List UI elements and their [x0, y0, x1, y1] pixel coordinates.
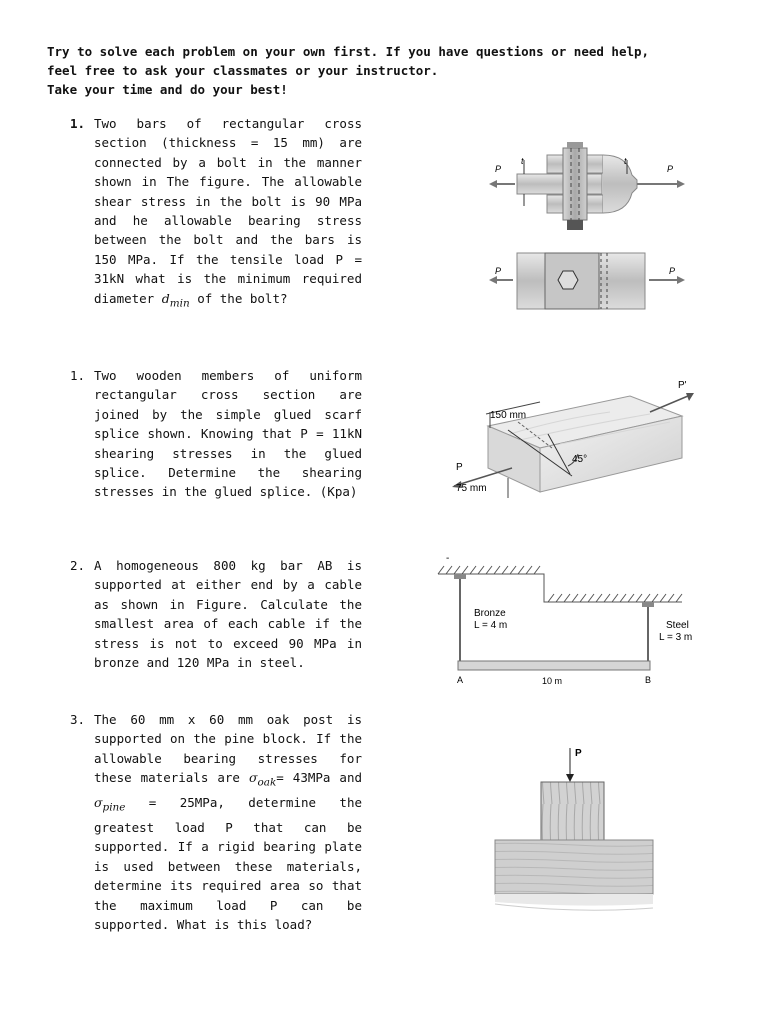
top-load-label-left: P	[495, 266, 502, 276]
scarf-splice-figure	[450, 374, 700, 504]
sigma-pine	[94, 795, 126, 814]
sigma-symbol: σ	[248, 770, 258, 786]
problem-text: Two wooden members of uniform rectangular cross section are joined by the simple glued scarf splice shown. Knowing that P = 11kN shearing stresses in the glued splice. Determine the shearing stresses in the glued splice. (Kpa)	[94, 368, 362, 500]
problem-3	[70, 710, 362, 934]
problem-text	[94, 710, 362, 934]
thickness-label-right: t	[624, 156, 627, 166]
problem-text-a: The 60 mm x 60 mm oak post is supported on the pine block. If the allowable bearing stresses for these materials are	[94, 712, 362, 786]
dim-150: 150 mm	[490, 410, 527, 421]
point-A: A	[457, 675, 464, 685]
problem-number: 1.	[70, 368, 86, 383]
problem-statement: Two bars of rectangular cross section (thickness = 15 mm) are connected by a bolt in the manner shown in The figure. The allowable shear stress in the bolt is 90 MPa and he allowable bearing stress between the bolt and the bars is 150 MPa. If the tensile load P = 31kN what is the minimum required diameter	[94, 116, 362, 306]
load-P-label: P	[575, 748, 582, 759]
steel-label: Steel	[666, 620, 689, 631]
problem-text: A homogeneous 800 kg bar AB is supported at either end by a cable as shown in Figure. Calculate the smallest area of each cable if the stress is not to exceed 90 MPa in bronze and 120 MPa in steel.	[94, 558, 362, 671]
dim-75: 75 mm	[456, 483, 487, 494]
sigma-sub-pine: pine	[102, 801, 126, 814]
span-length: 10 m	[542, 676, 563, 686]
problem-tail: of the bolt?	[189, 290, 288, 306]
problem-number: 3.	[70, 712, 86, 727]
bolted-joint-figure	[487, 140, 687, 330]
bronze-length: L = 4 m	[474, 620, 508, 631]
load-Pprime: P'	[678, 380, 687, 391]
cable-bar-figure	[432, 550, 692, 690]
intro-line-2: feel free to ask your classmates or your instructor.	[47, 63, 439, 78]
side-view	[489, 142, 685, 230]
stray-mark: -	[446, 553, 450, 564]
top-view	[489, 253, 685, 309]
sigma-sub-oak: oak	[257, 776, 277, 789]
math-sub: min	[169, 297, 190, 310]
problem-2	[70, 556, 362, 672]
intro-line-1: Try to solve each problem on your own first. If you have questions or need help,	[47, 44, 650, 59]
sigma-symbol: σ	[94, 795, 103, 811]
problem-text	[94, 114, 362, 314]
load-label-left: P	[495, 164, 502, 174]
problem-number: 1.	[70, 116, 86, 131]
problem-text-b: = 43MPa and	[276, 770, 362, 786]
point-B: B	[645, 675, 652, 685]
load-label-right: P	[667, 164, 674, 174]
problem-text-c: = 25MPa, determine the greatest load P that can be supported. If a rigid bearing plate is used between these materials, determine its required area so that the maximum load P can be supported. What is this load?	[94, 795, 362, 933]
problem-1	[70, 114, 362, 314]
problem-number: 2.	[70, 558, 86, 573]
load-P: P	[456, 462, 463, 473]
angle-45: 45°	[572, 454, 588, 465]
oak-post-figure	[475, 744, 675, 922]
math-symbol	[161, 290, 190, 310]
intro-text	[47, 42, 737, 99]
problem-1b	[70, 366, 362, 502]
thickness-label-left: t	[521, 156, 524, 166]
math-var: d	[161, 290, 170, 306]
bronze-label: Bronze	[474, 608, 506, 619]
sigma-oak	[248, 770, 277, 789]
intro-line-3: Take your time and do your best!	[47, 82, 288, 97]
steel-length: L = 3 m	[659, 632, 692, 643]
top-load-label-right: P	[669, 266, 676, 276]
